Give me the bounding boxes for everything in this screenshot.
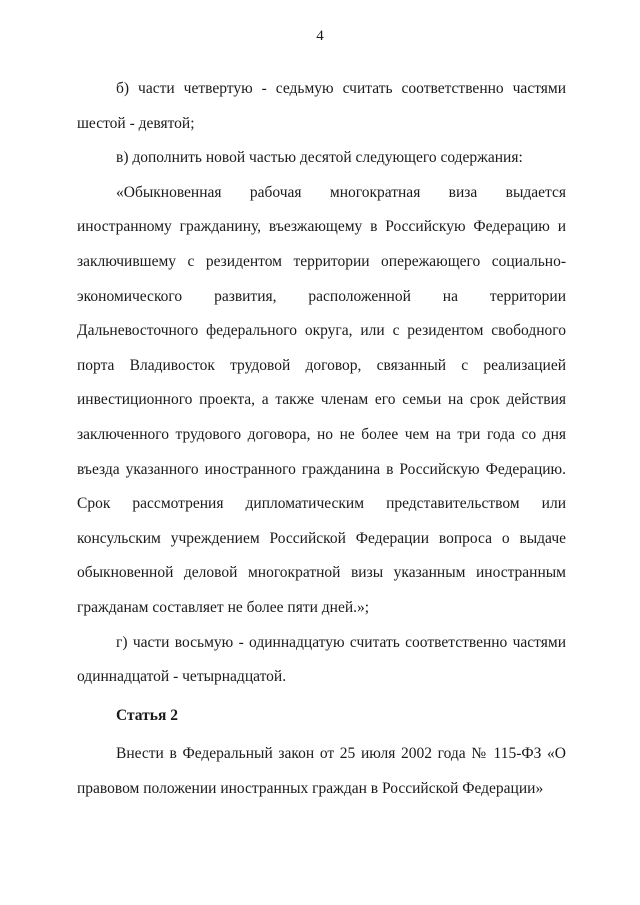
paragraph-g: г) части восьмую - одиннадцатую считать соответственно частями одиннадцатой - четырнадцатой. bbox=[77, 633, 566, 686]
paragraph-article-2: Внести в Федеральный закон от 25 июля 2002 года № 115-ФЗ «О правовом положении иностранных граждан в Российской Федерации» bbox=[77, 745, 566, 797]
paragraph-v: в) дополнить новой частью десятой следующего содержания: bbox=[116, 149, 523, 167]
article-heading: Статья 2 bbox=[116, 706, 178, 724]
paragraph-b: б) части четвертую - седьмую считать соответственно частями шестой - девятой; bbox=[77, 80, 566, 132]
page-number: 4 bbox=[316, 28, 324, 44]
document-body bbox=[77, 72, 566, 806]
paragraph-quoted-amendment: «Обыкновенная рабочая многократная виза выдается иностранному гражданину, въезжающему в Российскую Федерацию и заключившему с резидентом территории опережающего социально-экономического развития, расположенной на территории Дальневосточного федерального округа, или с резидентом свободного порта Владивосток трудовой договор, связанный с реализацией инвестиционного проекта, а также членам его семьи на срок действия заключенного трудового договора, но не более чем на три года со дня въезда указанного иностранного гражданина в Российскую Федерацию. Срок рассмотрения дипломатическим представительством или консульским учреждением Российской Федерации вопроса о выдаче обыкновенной деловой многократной визы указанным иностранным гражданам составляет не более пяти дней.»; bbox=[77, 183, 566, 616]
